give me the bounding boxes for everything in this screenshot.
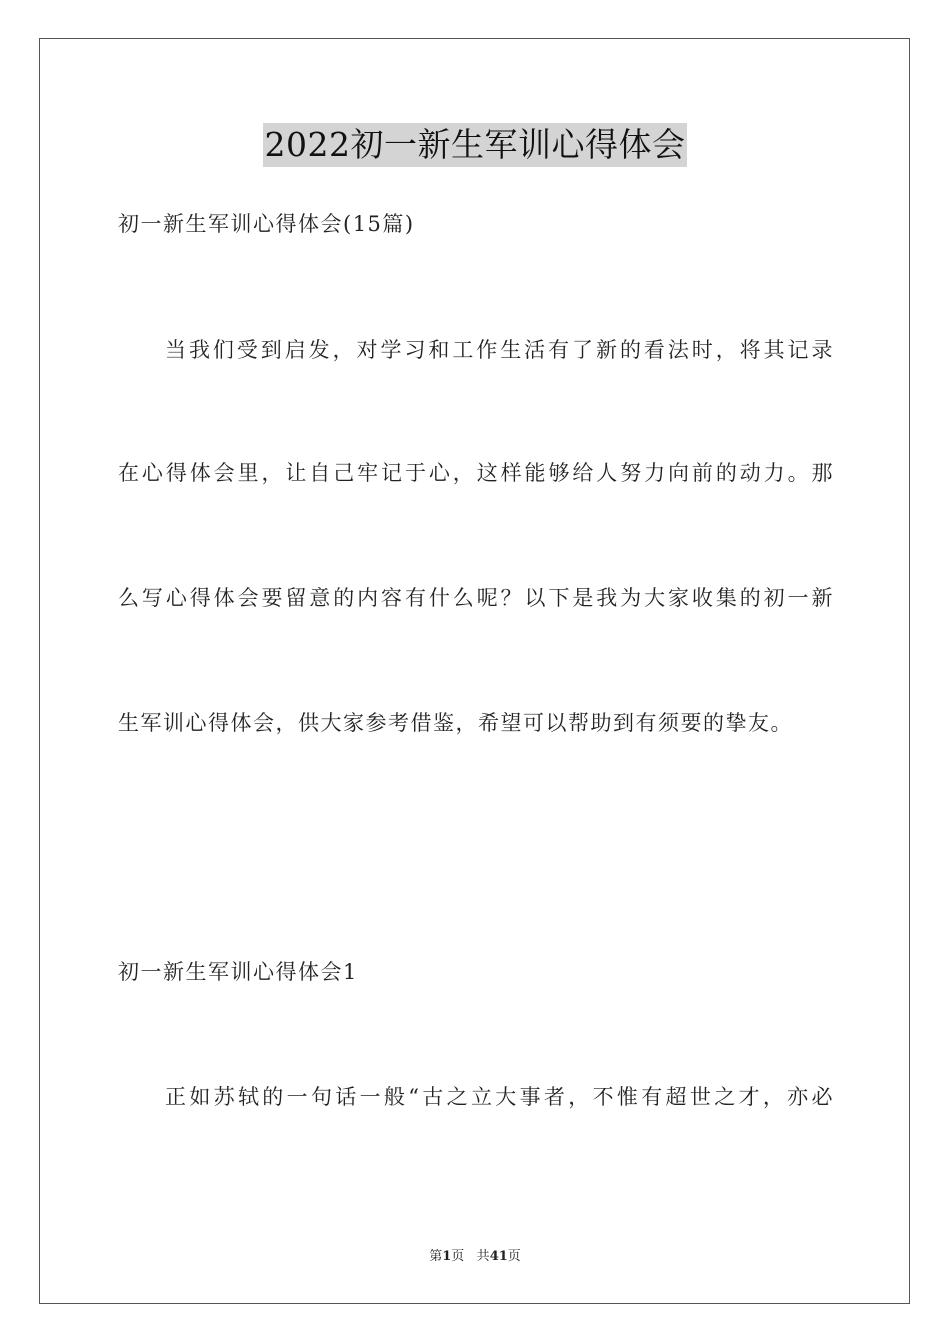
- title-container: [0, 123, 950, 167]
- document-subtitle: 初一新生军训心得体会(15篇): [118, 212, 415, 236]
- footer-page-prefix: 第: [429, 1249, 443, 1264]
- page-footer: [0, 1248, 950, 1266]
- intro-line-1: 当我们受到启发，对学习和工作生活有了新的看法时，将其记录: [165, 338, 834, 362]
- intro-line-4: 生军训心得体会，供大家参考借鉴，希望可以帮助到有须要的挚友。: [118, 711, 793, 735]
- document-title: 2022初一新生军训心得体会: [263, 123, 688, 167]
- footer-total-pages: 41: [489, 1249, 508, 1264]
- footer-total-unit: 页: [507, 1249, 521, 1264]
- footer-page-number: 1: [442, 1249, 452, 1264]
- footer-page-unit: 页: [451, 1249, 465, 1264]
- section-first-line: 正如苏轼的一句话一般“古之立大事者，不惟有超世之才，亦必: [165, 1085, 834, 1109]
- intro-line-3: 么写心得体会要留意的内容有什么呢？以下是我为大家收集的初一新: [118, 586, 834, 610]
- intro-line-2: 在心得体会里，让自己牢记于心，这样能够给人努力向前的动力。那: [118, 461, 834, 485]
- section-heading: 初一新生军训心得体会1: [118, 960, 358, 984]
- footer-total-prefix: 共: [476, 1249, 490, 1264]
